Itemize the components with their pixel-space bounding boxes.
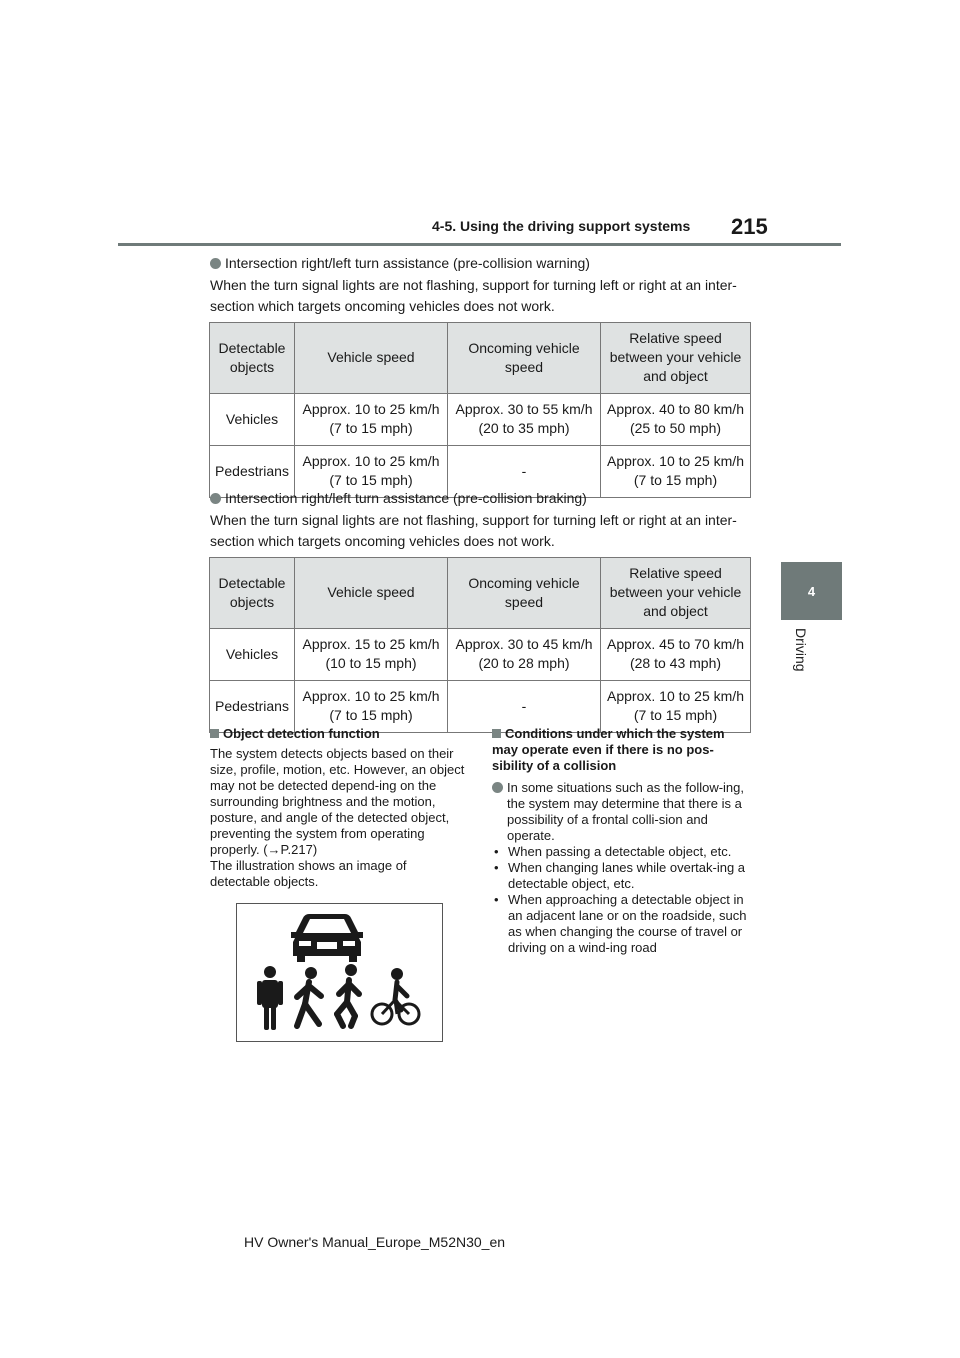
pedestrian-standing-icon bbox=[257, 966, 283, 1030]
car-icon bbox=[291, 914, 363, 962]
conditions-bullet: In some situations such as the follow-ing, the system may determine that there is a possibility of a frontal colli-sion and operate. bbox=[492, 780, 754, 844]
detectable-objects-illustration bbox=[236, 903, 443, 1042]
table-cell: Approx. 40 to 80 km/h (25 to 50 mph) bbox=[601, 394, 751, 446]
table-header: Detectable objects bbox=[210, 323, 295, 394]
table-header: Vehicle speed bbox=[295, 323, 448, 394]
table-cell: Approx. 10 to 25 km/h (7 to 15 mph) bbox=[601, 446, 751, 498]
pedestrian-walking-icon bbox=[297, 982, 321, 1026]
conditions-body bbox=[492, 780, 754, 956]
square-bullet-icon bbox=[492, 729, 501, 738]
chapter-number: 4 bbox=[807, 583, 816, 599]
pedestrian-running-icon bbox=[337, 980, 359, 1026]
braking-heading: Intersection right/left turn assistance (pre-collision braking) bbox=[210, 490, 587, 506]
table-header: Oncoming vehicle speed bbox=[448, 323, 601, 394]
table-cell: Vehicles bbox=[210, 629, 295, 681]
table-cell: Approx. 15 to 25 km/h (10 to 15 mph) bbox=[295, 629, 448, 681]
table-row bbox=[210, 681, 751, 733]
table-header: Oncoming vehicle speed bbox=[448, 558, 601, 629]
table-cell: Approx. 30 to 45 km/h (20 to 28 mph) bbox=[448, 629, 601, 681]
object-detection-text: The system detects objects based on their size, profile, motion, etc. However, an object may not be detected depend-ing on the surrounding brightness and the motion, posture, and angle of the detected object, preventing the system from operating properly. (→P.217) The illustration shows an image of detectable objects. bbox=[210, 746, 465, 889]
list-item: • When approaching a detectable object in an adjacent lane or on the roadside, such as when changing the course of travel or driving on a wind-ing road bbox=[492, 892, 754, 956]
conditions-list bbox=[492, 844, 754, 956]
table-header: Relative speed between your vehicle and object bbox=[601, 323, 751, 394]
list-item: • When changing lanes while overtak-ing a detectable object, etc. bbox=[492, 860, 754, 892]
table-row bbox=[210, 394, 751, 446]
footer-text: HV Owner's Manual_Europe_M52N30_en bbox=[244, 1234, 506, 1250]
braking-table bbox=[209, 557, 751, 733]
table-cell: - bbox=[448, 446, 601, 498]
table-header-row bbox=[210, 558, 751, 629]
table-header: Vehicle speed bbox=[295, 558, 448, 629]
warning-text: When the turn signal lights are not flashing, support for turning left or right at an inter-section which targets oncoming vehicles does not work. bbox=[210, 277, 737, 314]
list-item: • When passing a detectable object, etc. bbox=[492, 844, 754, 860]
chapter-tab bbox=[781, 562, 842, 620]
table-header-row bbox=[210, 323, 751, 394]
table-cell: Approx. 10 to 25 km/h (7 to 15 mph) bbox=[295, 681, 448, 733]
header-divider bbox=[118, 243, 841, 246]
table-cell: Approx. 30 to 55 km/h (20 to 35 mph) bbox=[448, 394, 601, 446]
braking-text: When the turn signal lights are not flashing, support for turning left or right at an inter-section which targets oncoming vehicles does not work. bbox=[210, 512, 737, 549]
warning-table bbox=[209, 322, 751, 498]
table-row bbox=[210, 629, 751, 681]
table-cell: Pedestrians bbox=[210, 446, 295, 498]
bullet-dot-icon bbox=[210, 493, 221, 504]
table-header: Relative speed between your vehicle and object bbox=[601, 558, 751, 629]
square-bullet-icon bbox=[210, 729, 219, 738]
section-title: 4-5. Using the driving support systems bbox=[432, 218, 691, 234]
page-number: 215 bbox=[731, 214, 768, 239]
table-cell: Vehicles bbox=[210, 394, 295, 446]
table-cell: Pedestrians bbox=[210, 681, 295, 733]
table-cell: Approx. 10 to 25 km/h (7 to 15 mph) bbox=[295, 394, 448, 446]
conditions-heading: Conditions under which the system may operate even if there is no pos-sibility of a collision bbox=[492, 726, 725, 773]
table-cell: Approx. 10 to 25 km/h (7 to 15 mph) bbox=[601, 681, 751, 733]
table-cell: Approx. 45 to 70 km/h (28 to 43 mph) bbox=[601, 629, 751, 681]
table-header: Detectable objects bbox=[210, 558, 295, 629]
table-cell: - bbox=[448, 681, 601, 733]
table-cell: Approx. 10 to 25 km/h (7 to 15 mph) bbox=[295, 446, 448, 498]
bullet-dot-icon bbox=[492, 782, 503, 793]
object-detection-heading: Object detection function bbox=[210, 726, 465, 742]
warning-heading: Intersection right/left turn assistance (pre-collision warning) bbox=[210, 255, 590, 271]
detectable-objects-icon bbox=[237, 904, 442, 1041]
chapter-label: Driving bbox=[793, 628, 809, 672]
bullet-dot-icon bbox=[210, 258, 221, 269]
